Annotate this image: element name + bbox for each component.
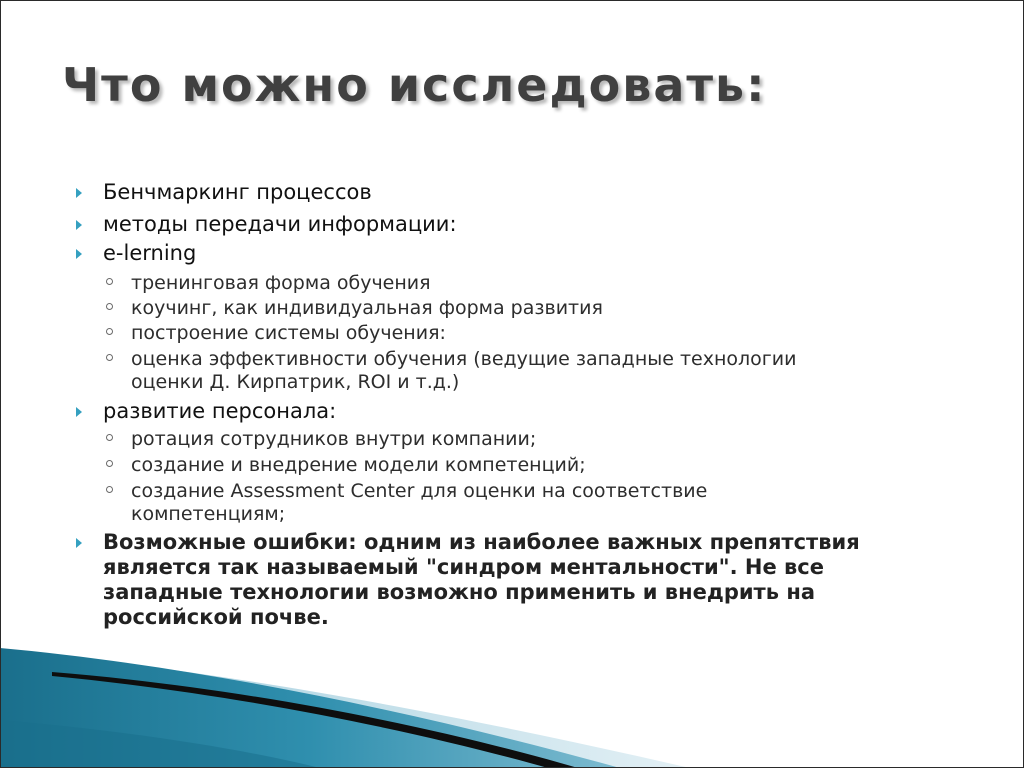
sub-bullet-item	[131, 297, 603, 320]
bullet-line: российской почве.	[103, 605, 329, 629]
arrow-bullet-icon	[76, 538, 82, 548]
bullet-item	[103, 399, 336, 424]
arrow-bullet-icon	[76, 407, 82, 417]
ring-bullet-icon	[106, 486, 113, 493]
ring-bullet-icon	[106, 303, 113, 310]
sub-bullet-item	[131, 348, 796, 394]
ring-bullet-icon	[106, 328, 113, 335]
arrow-bullet-icon	[76, 188, 82, 198]
bullet-line: Возможные ошибки: одним из наиболее важных препятствия	[103, 530, 860, 554]
bullet-text	[103, 530, 860, 630]
bullet-item	[103, 212, 457, 237]
bullet-text: методы передачи информации:	[103, 212, 457, 236]
sub-bullet-line: компетенциям;	[131, 503, 286, 525]
sub-bullet-item	[131, 428, 536, 451]
bullet-line: западные технологии возможно применить и внедрить на	[103, 580, 816, 604]
sub-bullet-text: создание и внедрение модели компетенций;	[131, 454, 586, 476]
sub-bullet-text: ротация сотрудников внутри компании;	[131, 428, 537, 450]
sub-bullet-item	[131, 322, 446, 345]
bullet-item	[103, 530, 860, 630]
sub-bullet-text	[131, 348, 796, 394]
slide-title: Что можно исследовать:	[62, 58, 767, 112]
sub-bullet-text: коучинг, как индивидуальная форма развития	[131, 297, 603, 319]
arrow-bullet-icon	[76, 220, 82, 230]
ring-bullet-icon	[106, 460, 113, 467]
sub-bullet-text: построение системы обучения:	[131, 322, 446, 344]
bullet-item	[103, 180, 372, 205]
bullet-item	[103, 241, 196, 266]
bullet-text: развитие персонала:	[103, 399, 337, 423]
bullet-text: e-lerning	[103, 241, 197, 265]
bullet-text: Бенчмаркинг процессов	[103, 180, 372, 204]
sub-bullet-text	[131, 480, 707, 526]
arrow-bullet-icon	[76, 249, 82, 259]
sub-bullet-line: оценка эффективности обучения (ведущие западные технологии	[131, 348, 797, 370]
ring-bullet-icon	[106, 434, 113, 441]
sub-bullet-item	[131, 480, 707, 526]
ring-bullet-icon	[106, 278, 113, 285]
sub-bullet-line: оценки Д. Кирпатрик, ROI и т.д.)	[131, 371, 460, 393]
sub-bullet-item	[131, 272, 431, 295]
ring-bullet-icon	[106, 354, 113, 361]
sub-bullet-line: создание Assessment Center для оценки на соответствие	[131, 480, 708, 502]
bullet-line: является так называемый "синдром ментальности". Не все	[103, 555, 824, 579]
sub-bullet-item	[131, 454, 586, 477]
sub-bullet-text: тренинговая форма обучения	[131, 272, 431, 294]
